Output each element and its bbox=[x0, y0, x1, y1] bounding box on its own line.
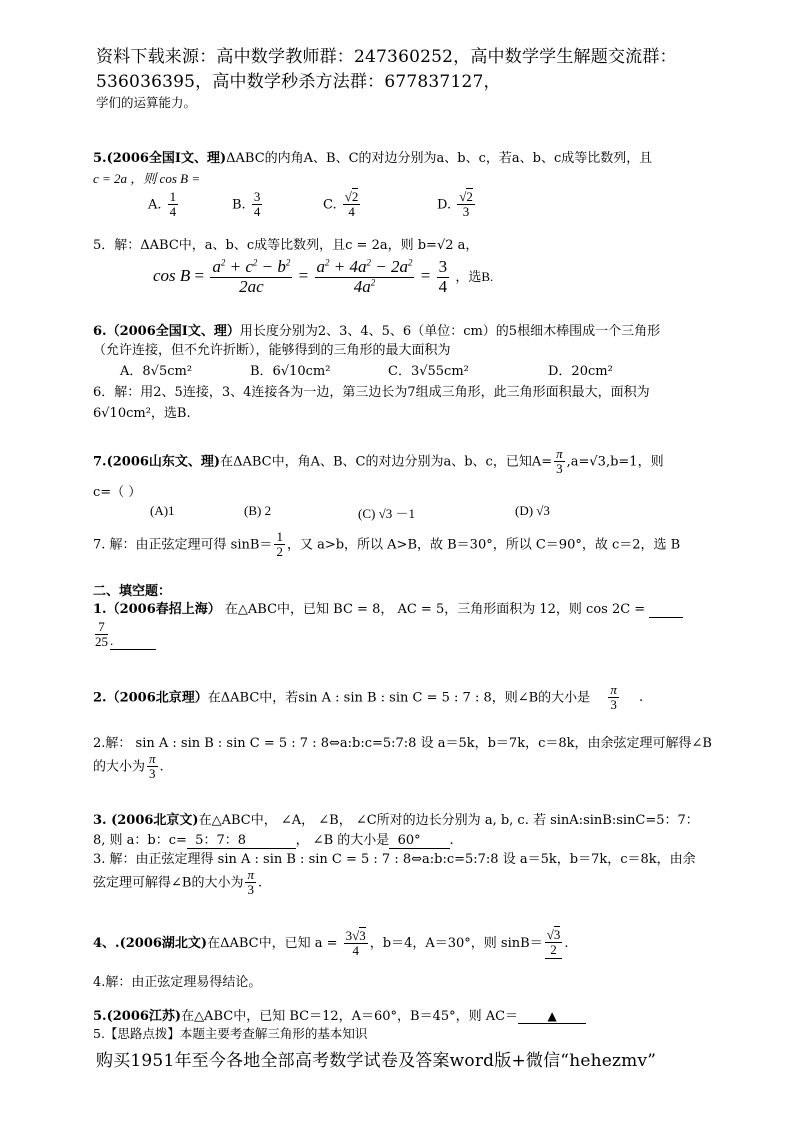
q7-option-d: (D) √3 bbox=[515, 503, 550, 518]
q6-option-c: C．3√55cm² bbox=[388, 364, 469, 379]
q6-option-d: D．20cm² bbox=[548, 364, 613, 379]
f3-solution-line-2 bbox=[93, 868, 262, 898]
q7-solution bbox=[93, 530, 680, 560]
f1-answer-numerator: 7 bbox=[95, 620, 108, 635]
q7-source: 7.(2006山东文、理) bbox=[93, 454, 221, 470]
q6-source: 6.（2006全国Ⅰ文、理） bbox=[93, 324, 240, 339]
f3-solution-line-1: 3. 解：由正弦定理得 sin A : sin B : sin C = 5 : 7 : 8⇔a:b:c=5:7:8 设 a＝5k，b＝7k，c＝8k，由余 bbox=[93, 852, 696, 867]
q5-source: 5.(2006全国Ⅰ文、理) bbox=[93, 151, 227, 166]
q5-formula-fraction-1: $\frac{a^2 + c^2 - b^2}{2ac}$ bbox=[212, 257, 291, 296]
q5-option-b-label: B. bbox=[232, 197, 246, 213]
f5-hint: 5.【思路点拨】本题主要考查解三角形的基本知识 bbox=[93, 1026, 368, 1041]
q7-text-1a: 在ΔABC中，角A、B、C的对边分别为a、b、c，已知A= bbox=[220, 454, 553, 470]
q7-solution-b: ，又 a>b，所以 A>B，故 B＝30°，所以 C＝90°，故 c＝2，选 B bbox=[286, 537, 681, 553]
f1-answer-fraction bbox=[95, 620, 108, 650]
q7-fraction-one-half: $\frac{1}{2}$ bbox=[276, 529, 283, 560]
q6-option-a: A．8√5cm² bbox=[120, 364, 193, 379]
q5-question-line-1 bbox=[93, 147, 652, 166]
f1-text: 在△ABC中，已知 BC = 8， AC = 5，三角形面积为 12，则 cos 2C = bbox=[224, 602, 646, 617]
q7-solution-a: 7. 解：由正弦定理可得 sinB＝ bbox=[93, 537, 273, 553]
f2-answer-numerator: π bbox=[610, 682, 617, 697]
q5-option-b-fraction: $\frac{3}{4}$ bbox=[253, 189, 261, 220]
f3-text-1: 在△ABC中， ∠A， ∠B， ∠C所对的边长分别为 a, b, c. 若 sinA:sinB:sinC=5：7： bbox=[198, 813, 699, 828]
q5-option-d-label: D. bbox=[437, 197, 452, 213]
f1-answer-blank bbox=[649, 602, 683, 618]
f2-answer-denominator: 3 bbox=[610, 697, 617, 713]
q6-question-line-2: （允许连接，但不允许折断），能够得到的三角形的最大面积为 bbox=[93, 343, 451, 358]
f3-question-line-1 bbox=[93, 809, 699, 828]
q5-solution-line-1: 5．解：ΔABC中，a、b、c成等比数列，且c = 2a，则 b=√2 a， bbox=[93, 238, 479, 253]
footer-text: 购买1951年至今各地全部高考数学试卷及答案word版+微信“hehezmv” bbox=[96, 1051, 657, 1071]
header-line-2: 536036395，高中数学秒杀方法群：677837127， bbox=[96, 72, 501, 92]
f3-question-line-2 bbox=[93, 829, 454, 849]
f4-source: 4、.(2006湖北文) bbox=[93, 935, 208, 951]
f3-answer-angle: 60° bbox=[389, 833, 450, 848]
triangle-marker-icon: ▲ bbox=[547, 1009, 557, 1023]
f3-text-2b: ， ∠B 的大小是 bbox=[295, 833, 390, 848]
q7-text-1b: ,a=√3,b=1，则 bbox=[566, 454, 664, 470]
f4-text-c: . bbox=[564, 935, 569, 951]
q6-solution-line-1: 6．解：用2、5连接，3、4连接各为一边，第三边长为7组成三角形，此三角形面积最大，面积为 bbox=[93, 385, 650, 400]
f1-question-line bbox=[93, 598, 683, 618]
q5-formula-fraction-3: $\frac{3}{4}$ bbox=[438, 257, 448, 296]
q5-question-line-2: c = 2a ，则 cos B = bbox=[93, 171, 201, 186]
q6-option-b: B．6√10cm² bbox=[250, 364, 331, 379]
f2-solution-line-2 bbox=[93, 752, 164, 782]
q7-question-line-2: c=（ ） bbox=[93, 485, 142, 500]
q5-option-c-fraction: $\frac{√2}{4}$ bbox=[344, 189, 359, 220]
section-title-fill-in: 二、填空题： bbox=[93, 584, 172, 599]
f4-question-line bbox=[93, 928, 568, 959]
f5-source: 5.(2006江苏) bbox=[93, 1009, 182, 1024]
f2-text: 在ΔABC中，若sin A : sin B : sin C = 5 : 7 : 8，则∠B的大小是 bbox=[207, 690, 591, 706]
q5-option-c-label: C. bbox=[323, 197, 337, 213]
f2-solution-fraction: $\frac{\pi}{3}$ bbox=[149, 751, 156, 782]
f4-solution: 4.解：由正弦定理易得结论。 bbox=[93, 975, 262, 990]
f2-tail: . bbox=[638, 690, 644, 706]
f5-question-line bbox=[93, 1005, 586, 1024]
f1-answer-denominator: 25 bbox=[95, 634, 108, 650]
header-line-3: 学们的运算能力。 bbox=[96, 95, 197, 110]
f3-solution-prefix: 弦定理可解得∠B的大小为 bbox=[93, 875, 244, 891]
q5-option-b bbox=[232, 190, 264, 220]
f1-answer bbox=[93, 620, 156, 650]
f3-answer-ratio: 5：7：8 bbox=[187, 829, 296, 849]
q7-option-a: (A)1 bbox=[150, 503, 175, 518]
q5-solution-formula: cos B = $\frac{a^2 + c^2 - b^2}{2ac}$ = $\frac{a^2 + 4a^2 - 2a^2}{4a^2}$ = $\frac{3}{4}$ ，选B. bbox=[153, 257, 494, 296]
f2-answer-fraction bbox=[608, 683, 619, 713]
q5-solution-choice: ，选B. bbox=[455, 269, 494, 285]
q6-question-line-1 bbox=[93, 320, 660, 339]
q5-option-a-fraction: $\frac{1}{4}$ bbox=[169, 189, 177, 220]
header-line-1: 资料下载来源：高中数学教师群：247360252，高中数学学生解题交流群： bbox=[96, 47, 677, 67]
f1-source: 1.（2006春招上海） bbox=[93, 602, 221, 617]
q6-solution-line-2: 6√10cm²，选B. bbox=[93, 406, 191, 421]
q5-formula-fraction-2: $\frac{a^2 + 4a^2 - 2a^2}{4a^2}$ bbox=[316, 257, 413, 296]
q5-text-1: ΔABC的内角A、B、C的对边分别为a、b、c，若a、b、c成等比数列，且 bbox=[226, 151, 653, 166]
q6-text-1: 用长度分别为2、3、4、5、6（单位：cm）的5根细木棒围成一个三角形 bbox=[239, 324, 661, 339]
q7-option-b: (B) 2 bbox=[244, 503, 272, 518]
f3-text-2c: . bbox=[449, 833, 454, 848]
f2-solution-prefix: 的大小为 bbox=[93, 759, 146, 775]
q5-option-a-label: A. bbox=[148, 197, 162, 213]
f4-text-b: ，b＝4，A＝30°，则 sinB＝ bbox=[369, 935, 543, 951]
f4-text-a: 在ΔABC中，已知 a = bbox=[207, 935, 338, 951]
f3-solution-tail: . bbox=[257, 875, 263, 891]
f2-source: 2.（2006北京理） bbox=[93, 690, 208, 706]
f3-solution-fraction: $\frac{\pi}{3}$ bbox=[247, 867, 254, 898]
f4-fraction-a-value: $\frac{3√3}{4}$ bbox=[345, 927, 366, 958]
f5-text: 在△ABC中，已知 BC＝12，A＝60°，B＝45°，则 AC＝ bbox=[181, 1009, 519, 1024]
f2-solution-tail: . bbox=[159, 759, 164, 775]
f1-answer-tail: . bbox=[110, 633, 156, 650]
q5-option-d bbox=[437, 190, 477, 220]
f2-solution-line-1: 2.解： sin A : sin B : sin C = 5 : 7 : 8⇔a:b:c=5:7:8 设 a＝5k，b＝7k，c＝8k，由余弦定理可解得∠B bbox=[93, 736, 712, 751]
f5-answer-blank bbox=[518, 1009, 586, 1024]
q7-option-c: (C) √3 －1 bbox=[358, 506, 415, 521]
f3-text-2a: 8, 则 a：b：c= bbox=[93, 833, 187, 848]
q7-fraction-pi-over-3: $\frac{\pi}{3}$ bbox=[556, 446, 563, 477]
q5-option-a bbox=[148, 190, 180, 220]
f3-source: 3. (2006北京文) bbox=[93, 813, 199, 828]
f4-answer-fraction: $\frac{√3}{2}$ bbox=[546, 927, 561, 958]
q7-question-line-1 bbox=[93, 447, 664, 477]
q5-option-d-fraction: $\frac{√2}{3}$ bbox=[459, 189, 473, 220]
q5-option-c bbox=[323, 190, 362, 220]
f2-question-line bbox=[93, 683, 643, 713]
